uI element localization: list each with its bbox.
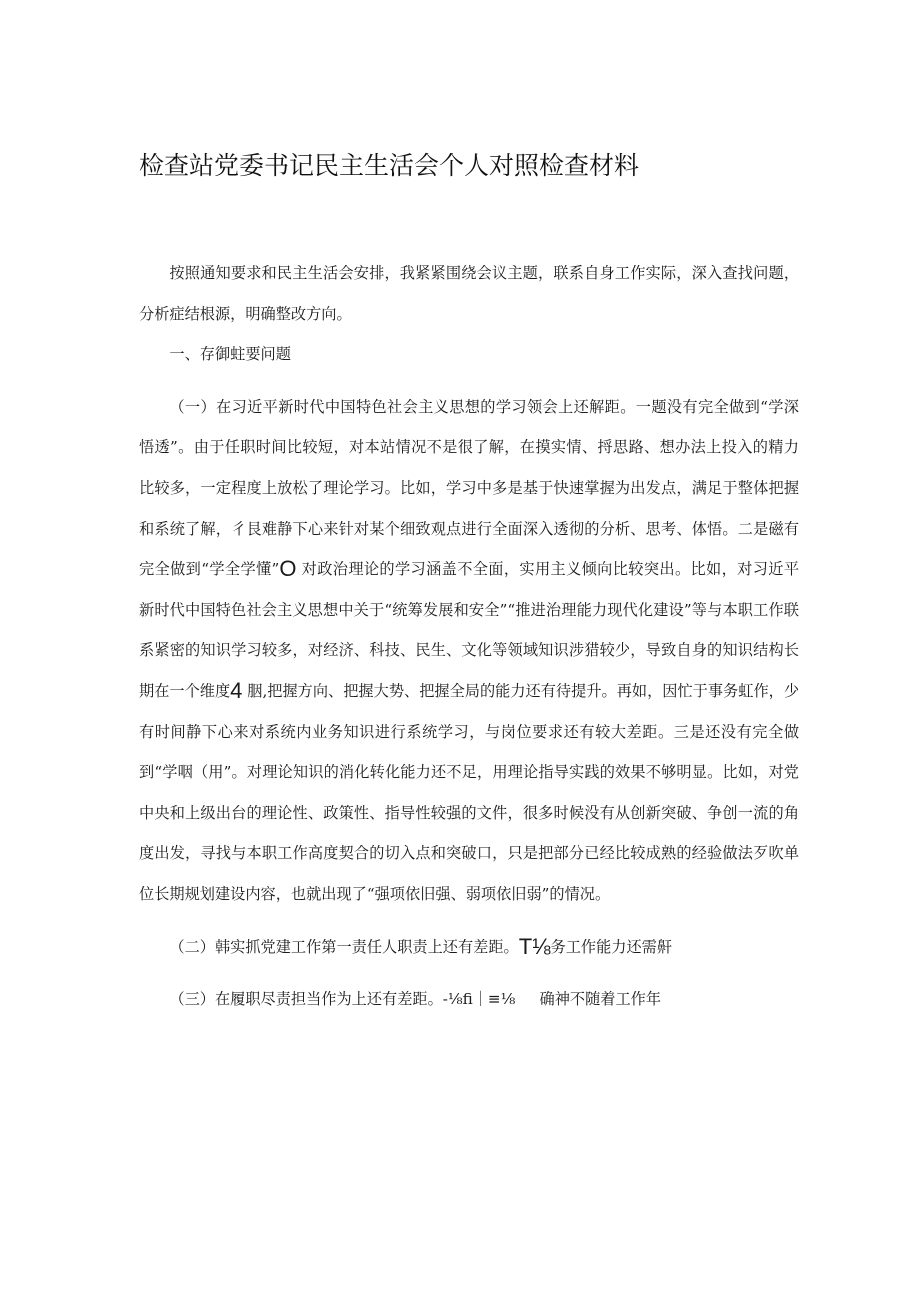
paragraph-party-building-text-a: （二）韩实抓党建工作第一责任人职责上还有差距。 <box>169 937 519 956</box>
paragraph-duty-text-a: （三）在履职尽责担当作为上还有差距。-⅛fi｜≡⅛ <box>169 990 516 1009</box>
paragraph-study-text-b: 对政治理论的学习涵盖不全面，实用主义倾向比较突出。比如，对习近平新时代中国特色社会主义思想中关于“统筹发展和安全”“推进治理能力现代化建设”等与本职工作联系紧密的知识学习较多，对经济、科技、民生、文化等领域知识涉猎较少，导致自身的知识结构长期在一个维度 <box>139 560 800 700</box>
section-heading: 一、存御蛀要问题 <box>169 345 291 364</box>
ocr-glyph-t: T⅛ <box>518 933 551 959</box>
paragraph-study-text-c: 胭,把握方向、把握大势、把握全局的能力还有待提升。再如，因忙于事务虹作，少有时间静下心来对系统内业务知识进行系统学习，与岗位要求还有较大差距。三是还没有完全做到“学咽（用”。对理论知识的消化转化能力还不足，用理论指导实践的效果不够明显。比如，对党中央和上级出台的理论性、政策性、指导性较强的文件，很多时候没有从创新突破、争创一流的角度出发，寻找与本职工作高度契合的切入点和突破口，只是把部分已经比较成熟的经验做法歹吹单位长期规划建设内容，也就出现了“强项依旧强、弱项依旧弱”的情况。 <box>139 681 800 903</box>
paragraph-duty <box>139 979 799 1020</box>
document-title: 检查站党委书记民主生活会个人对照检查材料 <box>139 151 640 180</box>
document-body <box>139 253 799 1020</box>
paragraph-party-building <box>139 927 799 968</box>
paragraph-study-text-a: （一）在习近平新时代中国特色社会主义思想的学习领会上还解距。一题没有完全做到“学深悟透”。由于任职时间比较短，对本站情况不是很了解，在摸实情、捋思路、想办法上投入的精力比较多，一定程度上放松了理论学习。比如，学习中多是基于快速掌握为出发点，满足于整体把握和系统了解，彳艮难静下心来针对某个细致观点进行全面深入透彻的分析、思考、体悟。二是磁有完全做到“学全学懂” <box>139 397 799 579</box>
intro-paragraph: 按照通知要求和民主生活会安排，我紧紧围绕会议主题，联系自身工作实际，深入查找问题，分析症结根源，明确整改方向。 <box>139 264 799 323</box>
paragraph-duty-text-b: 确神不随着工作年 <box>539 990 662 1009</box>
paragraph-party-building-text-b: 务工作能力还需鼾 <box>550 937 672 956</box>
ocr-glyph-o: O <box>279 556 297 582</box>
ocr-glyph-4: 4 <box>230 677 243 703</box>
paragraph-study <box>139 387 799 915</box>
